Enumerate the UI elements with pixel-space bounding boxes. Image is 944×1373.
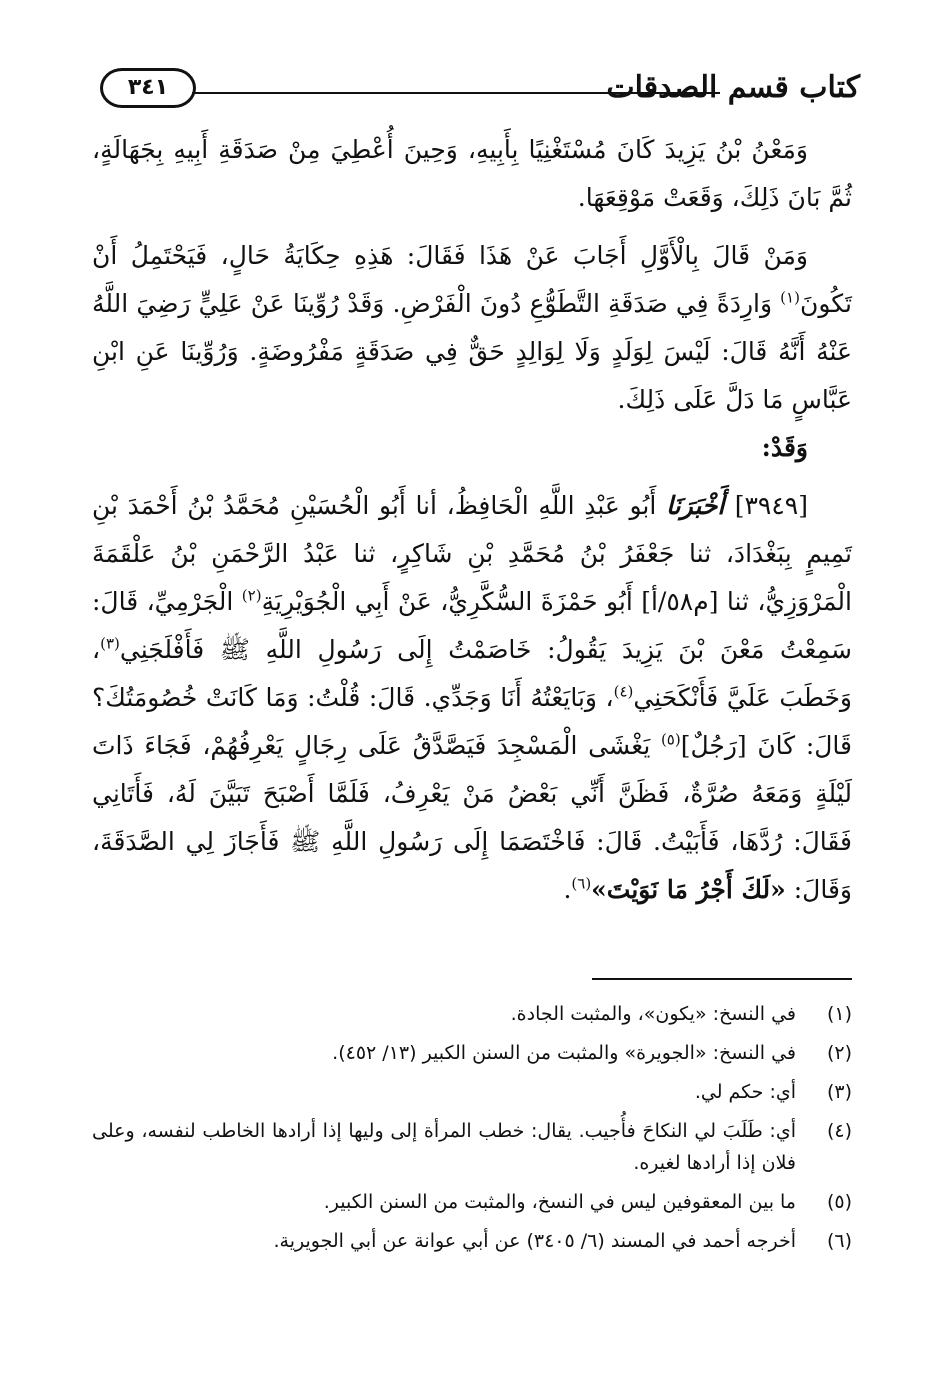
header-rule (192, 92, 720, 94)
hadith-paragraph: [٣٩٤٩] أَخْبَرَنَا أَبُو عَبْدِ اللَّهِ الْحَافِظُ، أنا أَبُو الْحُسَيْنِ مُحَمَّدُ بْنُ أَحْمَدَ بْنِ تَمِيمٍ بِبَغْدَادَ، ثنا جَعْفَرُ بْنُ مُحَمَّدِ بْنِ شَاكِرٍ، ثنا عَبْدُ الرَّحْمَنِ بْنُ عَلْقَمَةَ الْمَرْوَزِيُّ، ثنا [م٥٨/أ] أَبُو حَمْزَةَ السُّكَّرِيُّ، عَنْ أَبِي الْجُوَيْرِيَةِ$^{(٢)}$ الْجَرْمِيِّ، قَالَ: سَمِعْتُ مَعْنَ بْنَ يَزِيدَ يَقُولُ: خَاصَمْتُ إِلَى رَسُولِ اللَّهِ ﷺ فَأَفْلَجَنِي$^{(٣)}$، وَخَطَبَ عَلَيَّ فَأَنْكَحَنِي$^{(٤)}$، وَبَايَعْتُهُ أَنَا وَجَدِّي. قَالَ: قُلْتُ: وَمَا كَانَتْ خُصُومَتُكَ؟ قَالَ: كَانَ [رَجُلٌ]$^{(٥)}$ يَغْشَى الْمَسْجِدَ فَيَصَّدَّقُ عَلَى رِجَالٍ يَعْرِفُهُمْ، فَجَاءَ ذَاتَ لَيْلَةٍ وَمَعَهُ صُرَّةٌ، فَظَنَّ أَنِّي بَعْضُ مَنْ يَعْرِفُ، فَلَمَّا أَصْبَحَ تَبَيَّنَ لَهُ، فَأَتَانِي فَقَالَ: رُدَّهَا، فَأَبَيْتُ. قَالَ: فَاخْتَصَمَا إِلَى رَسُولِ اللَّهِ ﷺ فَأَجَازَ لِي الصَّدَقَةَ، وَقَالَ: «لَكَ أَجْرُ مَا نَوَيْتَ»$^{(٦)}$. (92, 491, 852, 904)
footnote: (١) في النسخ: «يكون»، والمثبت الجادة. (510, 1003, 852, 1025)
footnote: (٤) أي: طَلَبَ لي النكاحَ فأُجيب. يقال: خطب المرأة إلى وليها إذا أرادها الخاطب لنفسه، وعلى فلان إذا أرادها لغيره. (92, 1120, 852, 1174)
hadith-number: [٣٩٤٩] (734, 491, 808, 520)
footnote-ref-1: (١) (780, 288, 800, 307)
main-text (92, 126, 852, 914)
footnote: (٦) أخرجه أحمد في المسند (٦/ ٣٤٠٥) عن أبي عوانة عن أبي الجويرية. (273, 1230, 852, 1252)
paragraph-1: وَمَعْنُ بْنُ يَزِيدَ كَانَ مُسْتَغْنِيًا بِأَبِيهِ، وَحِينَ أُعْطِيَ مِنْ صَدَقَةِ أَبِيهِ بِجَهَالَةٍ، ثُمَّ بَانَ ذَلِكَ، وَقَعَتْ مَوْقِعَهَا. (92, 135, 852, 212)
akhbarana-word: أَخْبَرَنَا (666, 491, 735, 520)
footnote-ref-4: (٤) (613, 682, 634, 701)
prophetic-quote: «لَكَ أَجْرُ مَا نَوَيْتَ» (591, 875, 786, 904)
footnote: (٢) في النسخ: «الجويرة» والمثبت من السنن الكبير (١٣/ ٤٥٢). (332, 1042, 852, 1064)
footnote-separator (592, 978, 852, 980)
paragraph-2: وَمَنْ قَالَ بِالْأَوَّلِ أَجَابَ عَنْ هَذَا فَقَالَ: هَذِهِ حِكَايَةُ حَالٍ، فَيَحْتَمِلُ أَنْ تَكُونَ$^{(١)}$ وَارِدَةً فِي صَدَقَةِ التَّطَوُّعِ دُونَ الْفَرْضِ. وَقَدْ رُوِّينَا عَنْ عَلِيٍّ رَضِيَ اللَّهُ عَنْهُ أَنَّهُ قَالَ: لَيْسَ لِوَلَدٍ وَلَا لِوَالِدٍ حَقٌّ فِي صَدَقَةٍ مَفْرُوضَةٍ. وَرُوِّينَا عَنِ ابْنِ عَبَّاسٍ مَا دَلَّ عَلَى ذَلِكَ. (92, 241, 852, 414)
footnote-ref-6: (٦) (571, 874, 592, 893)
footnote-ref-3: (٣) (100, 634, 120, 653)
page-number: ٣٤١ (100, 68, 196, 108)
subheading: وَقَدْ: (761, 433, 808, 462)
footnote-ref-5: (٥) (660, 730, 681, 749)
page-header (100, 66, 860, 126)
footnote-ref-2: (٢) (241, 586, 262, 605)
footnotes (92, 998, 852, 1264)
book-title: كتاب قسم الصدقات (606, 70, 860, 105)
footnote: (٣) أي: حكم لي. (694, 1081, 852, 1103)
footnote: (٥) ما بين المعقوفين ليس في النسخ، والمثبت من السنن الكبير. (323, 1191, 852, 1213)
